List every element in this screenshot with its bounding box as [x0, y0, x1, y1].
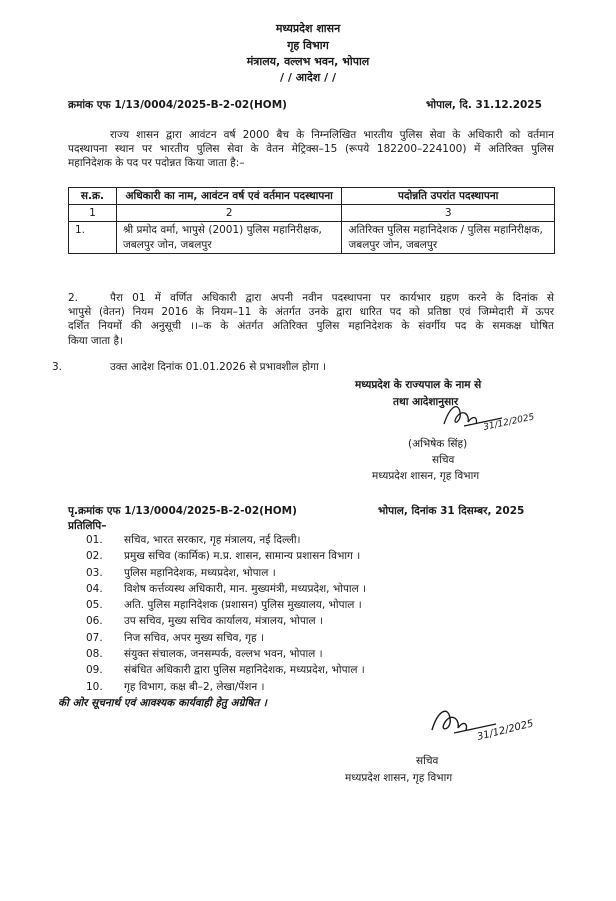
table-row [69, 222, 555, 253]
list-item-number: 03. [86, 566, 103, 579]
paragraph-2-line: किया जाता है। [68, 334, 124, 347]
table-header-row [69, 188, 555, 205]
promotion-table [68, 187, 555, 254]
list-item-text: गृह विभाग, कक्ष बी–2, लेखा/पेंशन । [124, 680, 265, 693]
list-item [86, 582, 366, 598]
department-name: गृह विभाग [287, 39, 329, 52]
paragraph-3-number: 3. [52, 361, 63, 373]
column-header: पदोन्नति उपरांत पदस्थापना [342, 188, 555, 205]
list-item [86, 614, 366, 630]
paragraph-2-number: 2. [68, 292, 79, 304]
column-number: 3 [342, 205, 555, 222]
paragraph-2-line: भापुसे (वेतन) नियम 2016 के नियम–11 के अंतर्गत उनके द्वारा धारित पद को प्रतिष्ठा एवं जिम्मेदारी में ऊपर [68, 306, 554, 319]
list-item-number: 04. [86, 582, 103, 595]
list-item-number: 10. [86, 680, 103, 693]
list-item [86, 647, 366, 663]
authority-line-1: मध्यप्रदेश के राज्यपाल के नाम से [355, 379, 482, 391]
list-item [86, 533, 366, 549]
endorsement-signatory-designation: सचिव [416, 755, 439, 767]
paragraph-3-text: उक्त आदेश दिनांक 01.01.2026 से प्रभावशील होगा । [110, 361, 327, 373]
signature-2-date: 31/12/2025 [476, 718, 535, 743]
list-item [86, 598, 366, 614]
officer-cell: श्री प्रमोद वर्मा, भापुसे (2001) पुलिस महानिरीक्षक, जबलपुर जोन, जबलपुर [116, 222, 341, 253]
paragraph-2 [68, 291, 554, 348]
list-item [86, 566, 366, 582]
list-item-number: 07. [86, 631, 103, 644]
list-item-number: 01. [86, 534, 103, 546]
paragraph-1-line: पदस्थापना स्थान पर भारतीय पुलिस सेवा के वेतन मेट्रिक्स–15 (रूपये 182200–224100) में अतिरिक्त पुलिस [68, 143, 554, 156]
list-item-number: 02. [86, 550, 103, 563]
authority-line-2: तथा आदेशानुसार [393, 396, 459, 408]
signature-1-date: 31/12/2025 [482, 412, 536, 433]
list-item-number: 06. [86, 615, 103, 628]
column-number: 1 [69, 205, 117, 222]
endorsement-number: पृ.क्रमांक एफ 1/13/0004/2025-B-2-02(HOM) [68, 505, 297, 517]
list-item-text: विशेष कर्त्तव्यस्थ अधिकारी, मान. मुख्यमंत्री, मध्यप्रदेश, भोपाल । [124, 582, 367, 595]
list-item [86, 663, 366, 679]
list-item-text: उप सचिव, मुख्य सचिव कार्यालय, मंत्रालय, भोपाल । [124, 615, 323, 628]
list-item [86, 631, 366, 647]
list-item-number: 05. [86, 599, 103, 612]
list-item-text: पुलिस महानिदेशक, मध्यप्रदेश, भोपाल । [124, 566, 276, 579]
column-number-row [69, 205, 555, 222]
list-item [86, 549, 366, 565]
order-heading: / / आदेश / / [280, 71, 336, 84]
signatory-department: मध्यप्रदेश शासन, गृह विभाग [372, 470, 480, 482]
posting-cell: अतिरिक्त पुलिस महानिदेशक / पुलिस महानिरीक्षक, जबलपुर जोन, जबलपुर [342, 222, 555, 253]
list-item-number: 08. [86, 648, 103, 661]
forwarding-note: की ओर सूचनार्थ एवं आवश्यक कार्यवाही हेतु अग्रेषित । [58, 697, 267, 709]
list-item-text: संबंधित अधिकारी द्वारा पुलिस महानिदेशक, मध्यप्रदेश, भोपाल । [124, 664, 365, 677]
list-item-text: सचिव, भारत सरकार, गृह मंत्रालय, नई दिल्ली। [124, 534, 301, 546]
copy-label: प्रतिलिपि– [68, 520, 107, 532]
list-item [86, 680, 366, 696]
office-address: मंत्रालय, वल्लभ भवन, भोपाल [246, 55, 370, 68]
column-number: 2 [116, 205, 341, 222]
endorsement-signatory-department: मध्यप्रदेश शासन, गृह विभाग [345, 772, 453, 784]
paragraph-1-line: महानिदेशक के पद पर पदोन्नत किया जाता है:– [68, 157, 245, 170]
order-date: भोपाल, दि. 31.12.2025 [426, 99, 542, 111]
signatory-name: (अभिषेक सिंह) [408, 438, 468, 450]
paragraph-2-line: दर्शित नियमों की अनुसूची ।।–क के अंतर्गत अतिरिक्त पुलिस महानिदेशक के संवर्गीय पद के समकक्ष घोषित [68, 320, 554, 333]
list-item-text: निज सचिव, अपर मुख्य सचिव, गृह । [124, 631, 264, 644]
list-item-text: संयुक्त संचालक, जनसम्पर्क, वल्लभ भवन, भोपाल । [124, 648, 323, 661]
paragraph-1-line: राज्य शासन द्वारा आवंटन वर्ष 2000 बैच के निम्नलिखित भारतीय पुलिस सेवा के अधिकारी को वर्तमान [110, 129, 554, 141]
serial-number-cell: 1. [69, 222, 117, 253]
copy-list [86, 533, 366, 696]
paragraph-1 [68, 128, 554, 171]
order-number: क्रमांक एफ 1/13/0004/2025-B-2-02(HOM) [68, 99, 287, 111]
govt-name: मध्यप्रदेश शासन [275, 22, 341, 35]
signatory-designation: सचिव [432, 454, 455, 466]
list-item-number: 09. [86, 664, 103, 677]
signature-2-image [426, 700, 535, 748]
endorsement-date: भोपाल, दिनांक 31 दिसम्बर, 2025 [378, 505, 525, 517]
list-item-text: प्रमुख सचिव (कार्मिक) म.प्र. शासन, सामान्य प्रशासन विभाग । [124, 550, 361, 563]
paragraph-2-line: पैरा 01 में वर्णित अधिकारी द्वारा अपनी नवीन पदस्थापना पर कार्यभार ग्रहण करने के दिनांक से [110, 292, 554, 304]
column-header: अधिकारी का नाम, आवंटन वर्ष एवं वर्तमान पदस्थापना [116, 188, 341, 205]
signature-1-image [440, 396, 536, 438]
list-item-text: अति. पुलिस महानिदेशक (प्रशासन) पुलिस मुख्यालय, भोपाल । [124, 599, 362, 612]
column-header: स.क्र. [69, 188, 117, 205]
